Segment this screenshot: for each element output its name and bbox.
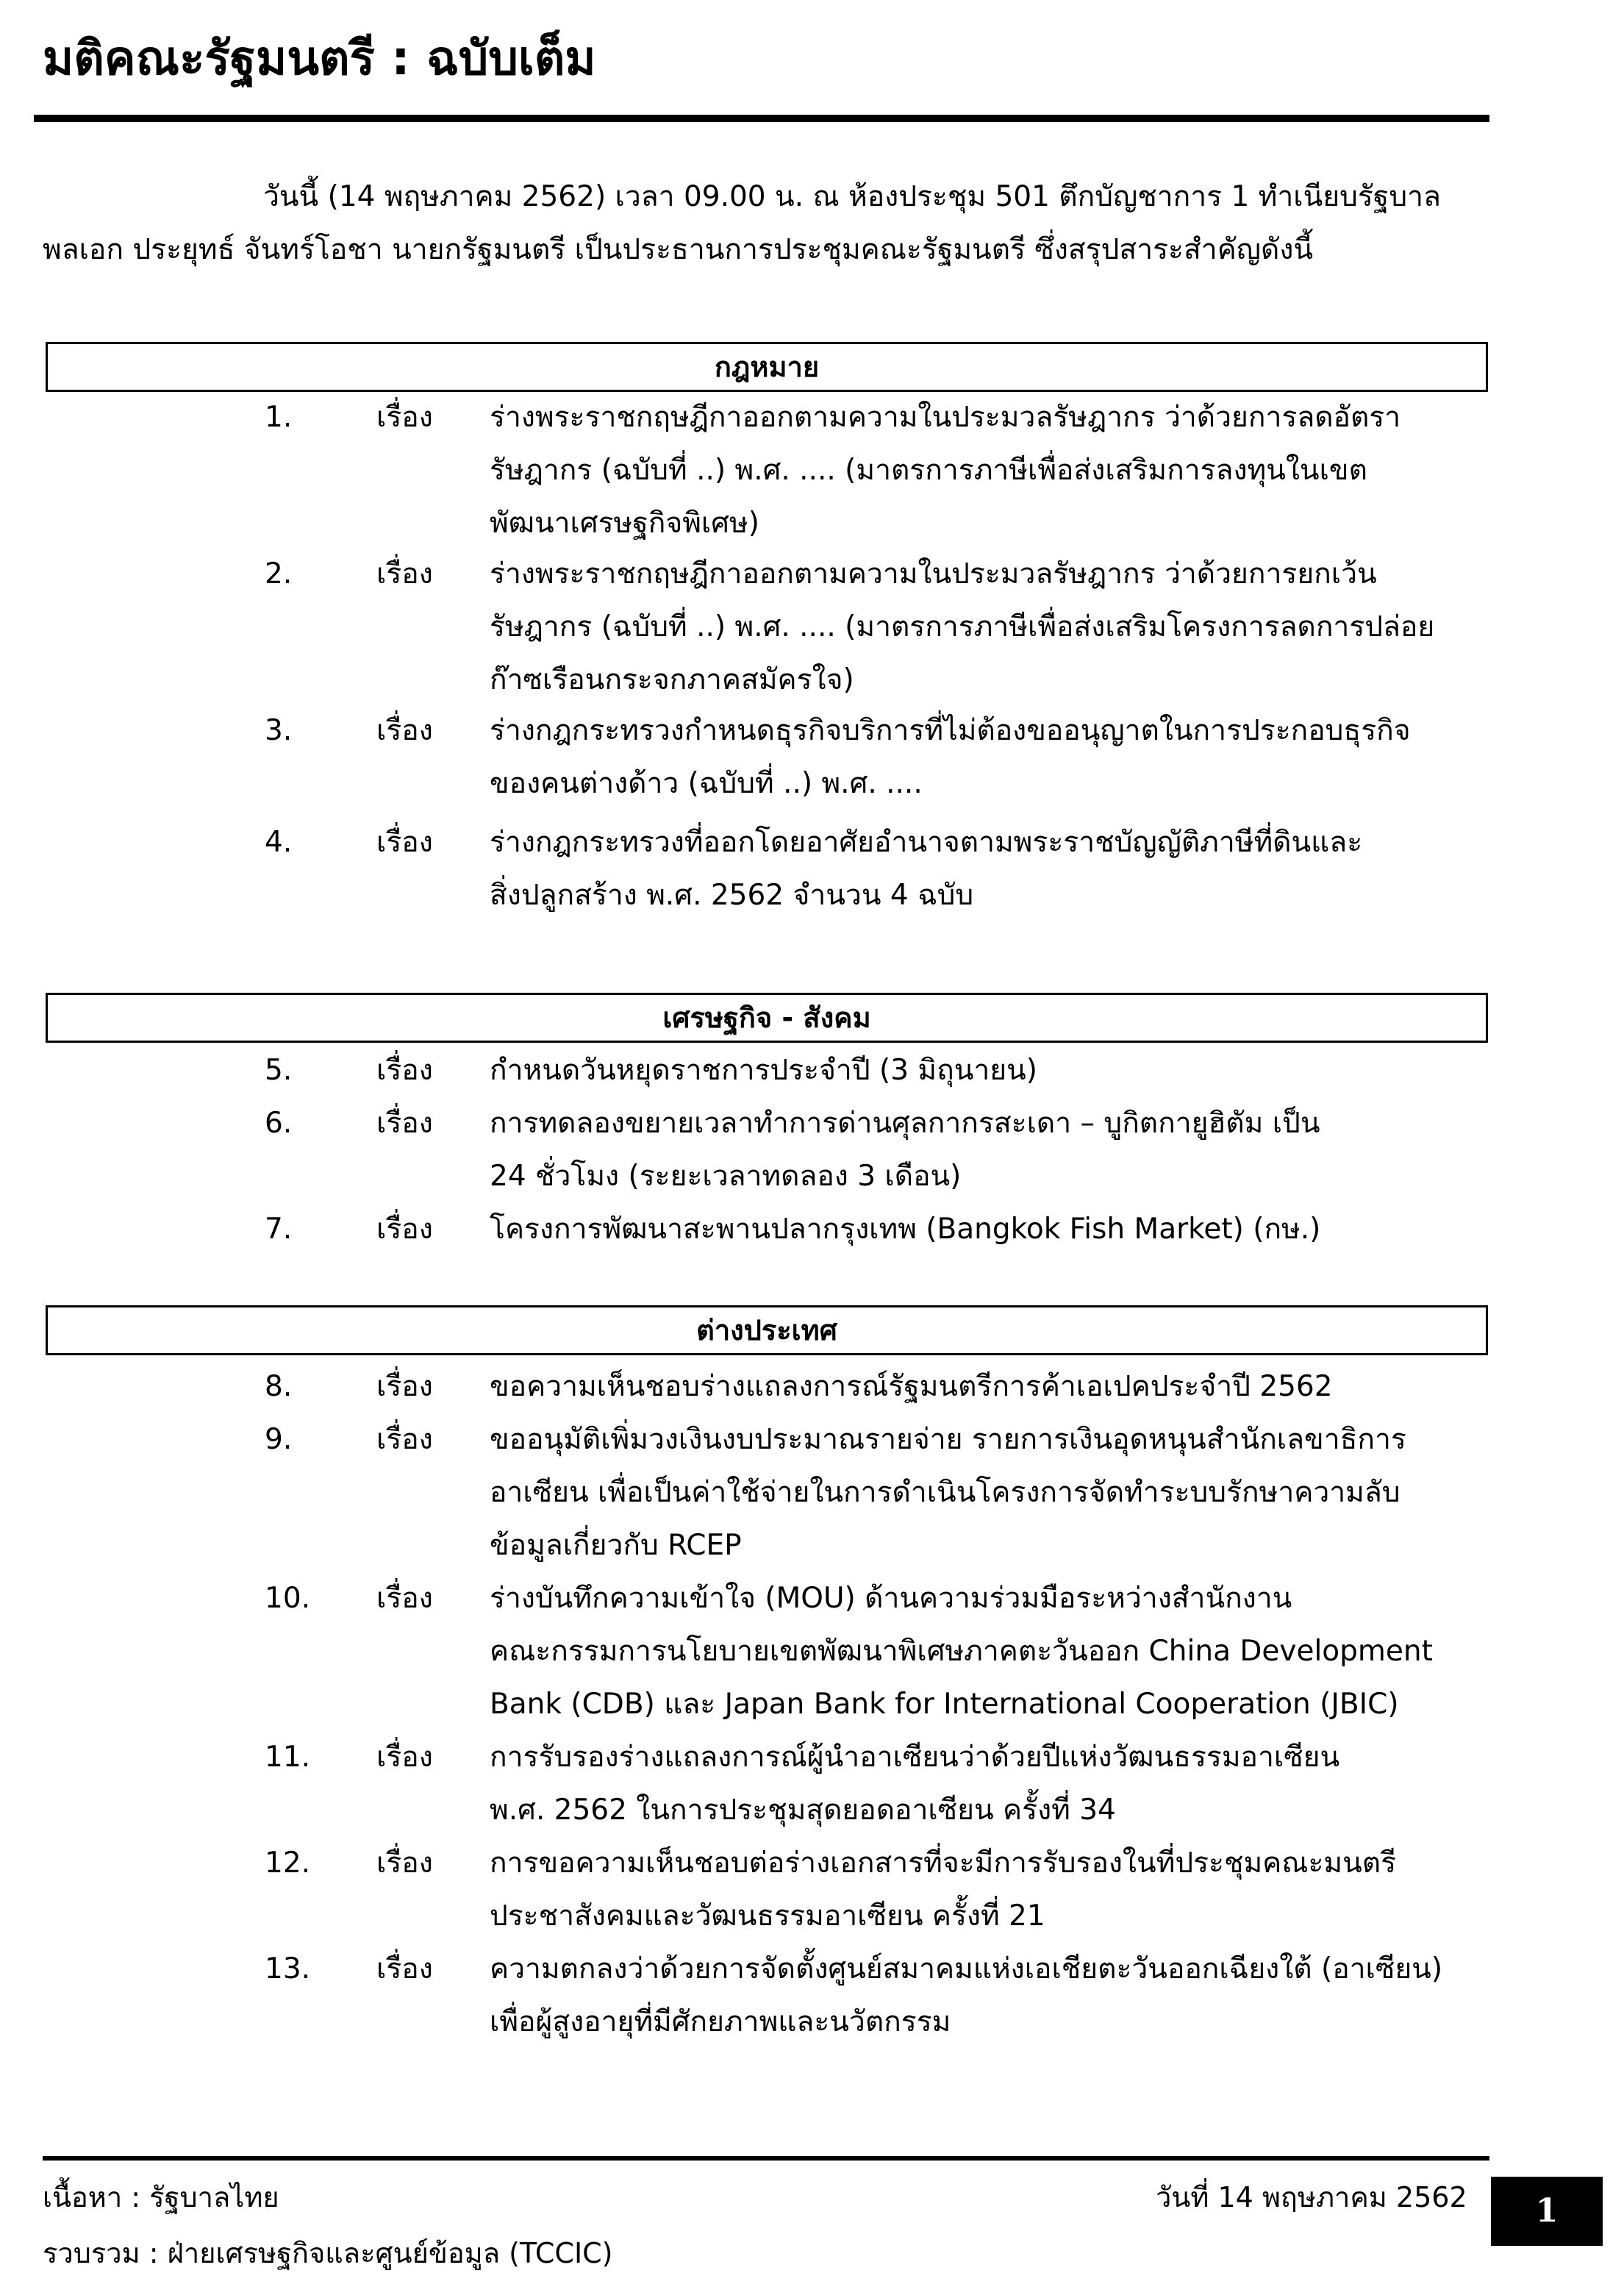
item-text-line: ของคนต่างด้าว (ฉบับที่ ..) พ.ศ. ....: [490, 767, 923, 800]
intro-line: พลเอก ประยุทธ์ จันทร์โอชา นายกรัฐมนตรี เป็นประธานการประชุมคณะรัฐมนตรี ซึ่งสรุปสาระสำคัญดังนี้: [43, 233, 1314, 266]
item-text-line: โครงการพัฒนาสะพานปลากรุงเทพ (Bangkok Fish Market) (กษ.): [490, 1213, 1321, 1246]
item-number: 12.: [265, 1847, 311, 1880]
item-text-line: ร่างกฎกระทรวงกำหนดธุรกิจบริการที่ไม่ต้องขออนุญาตในการประกอบธุรกิจ: [490, 714, 1411, 747]
item-number: 8.: [265, 1370, 293, 1403]
item-text-line: คณะกรรมการนโยบายเขตพัฒนาพิเศษภาคตะวันออก China Development: [490, 1635, 1433, 1668]
item-text-line: สิ่งปลูกสร้าง พ.ศ. 2562 จำนวน 4 ฉบับ: [490, 879, 974, 912]
item-text-line: ขอความเห็นชอบร่างแถลงการณ์รัฐมนตรีการค้าเอเปคประจำปี 2562: [490, 1370, 1333, 1403]
item-keyword: เรื่อง: [376, 1952, 433, 1985]
document-title: มติคณะรัฐมนตรี : ฉบับเต็ม: [43, 32, 596, 86]
item-number: 6.: [265, 1107, 293, 1140]
item-text-line: พัฒนาเศรษฐกิจพิเศษ): [490, 507, 759, 540]
item-text-line: ร่างบันทึกความเข้าใจ (MOU) ด้านความร่วมมือระหว่างสำนักงาน: [490, 1582, 1292, 1615]
item-text-line: 24 ชั่วโมง (ระยะเวลาทดลอง 3 เดือน): [490, 1160, 962, 1193]
intro-line: วันนี้ (14 พฤษภาคม 2562) เวลา 09.00 น. ณ ห้องประชุม 501 ตึกบัญชาการ 1 ทำเนียบรัฐบาล: [263, 180, 1441, 213]
item-number: 11.: [265, 1741, 311, 1774]
item-number: 9.: [265, 1423, 293, 1456]
item-text-line: ข้อมูลเกี่ยวกับ RCEP: [490, 1529, 742, 1562]
item-text-line: กำหนดวันหยุดราชการประจำปี (3 มิถุนายน): [490, 1054, 1038, 1087]
item-text: [490, 1572, 1491, 1731]
item-text-line: อาเซียน เพื่อเป็นค่าใช้จ่ายในการดำเนินโครงการจัดทำระบบรักษาความลับ: [490, 1476, 1401, 1509]
item-text-line: ร่างกฎกระทรวงที่ออกโดยอาศัยอำนาจตามพระราชบัญญัติภาษีที่ดินและ: [490, 826, 1363, 859]
item-keyword: เรื่อง: [376, 1107, 433, 1140]
item-text: [490, 1097, 1491, 1203]
section-heading: เศรษฐกิจ - สังคม: [46, 993, 1488, 1043]
item-text-line: ประชาสังคมและวัฒนธรรมอาเซียน ครั้งที่ 21: [490, 1899, 1045, 1933]
item-keyword: เรื่อง: [376, 1054, 433, 1087]
footer-compiler: รวบรวม : ฝ่ายเศรษฐกิจและศูนย์ข้อมูล (TCCIC): [43, 2237, 613, 2269]
item-text: [490, 816, 1491, 922]
item-text-line: รัษฎากร (ฉบับที่ ..) พ.ศ. .... (มาตรการภาษีเพื่อส่งเสริมการลงทุนในเขต: [490, 454, 1367, 487]
item-number: 13.: [265, 1952, 311, 1985]
item-text: [490, 1413, 1491, 1572]
title-divider: [34, 115, 1489, 122]
item-number: 2.: [265, 557, 293, 591]
item-text-line: รัษฎากร (ฉบับที่ ..) พ.ศ. .... (มาตรการภาษีเพื่อส่งเสริมโครงการลดการปล่อย: [490, 610, 1435, 643]
item-text-line: Bank (CDB) และ Japan Bank for International Cooperation (JBIC): [490, 1688, 1399, 1721]
item-keyword: เรื่อง: [376, 1741, 433, 1774]
item-number: 1.: [265, 401, 293, 434]
item-keyword: เรื่อง: [376, 401, 433, 434]
item-text: [490, 1837, 1491, 1943]
section-heading: ต่างประเทศ: [46, 1305, 1488, 1355]
intro-paragraph: [43, 171, 1506, 276]
footer-source: เนื้อหา : รัฐบาลไทย: [43, 2181, 279, 2213]
item-number: 10.: [265, 1582, 311, 1615]
item-keyword: เรื่อง: [376, 714, 433, 747]
item-text: [490, 1731, 1491, 1837]
item-text-line: พ.ศ. 2562 ในการประชุมสุดยอดอาเซียน ครั้งที่ 34: [490, 1794, 1116, 1827]
item-text-line: การขอความเห็นชอบต่อร่างเอกสารที่จะมีการรับรองในที่ประชุมคณะมนตรี: [490, 1847, 1397, 1880]
section-heading: กฎหมาย: [46, 342, 1488, 392]
item-text-line: ร่างพระราชกฤษฎีกาออกตามความในประมวลรัษฎากร ว่าด้วยการยกเว้น: [490, 557, 1377, 591]
item-text: [490, 704, 1491, 810]
item-number: 3.: [265, 714, 293, 747]
item-text-line: การรับรองร่างแถลงการณ์ผู้นำอาเซียนว่าด้วยปีแห่งวัฒนธรรมอาเซียน: [490, 1741, 1340, 1774]
item-keyword: เรื่อง: [376, 1423, 433, 1456]
item-number: 7.: [265, 1213, 293, 1246]
item-text-line: เพื่อผู้สูงอายุที่มีศักยภาพและนวัตกรรม: [490, 2005, 951, 2038]
item-text: [490, 548, 1491, 707]
item-number: 4.: [265, 826, 293, 859]
item-text-line: ความตกลงว่าด้วยการจัดตั้งศูนย์สมาคมแห่งเอเชียตะวันออกเฉียงใต้ (อาเซียน): [490, 1952, 1443, 1985]
item-text-line: ขออนุมัติเพิ่มวงเงินงบประมาณรายจ่าย รายการเงินอุดหนุนสำนักเลขาธิการ: [490, 1423, 1406, 1456]
item-keyword: เรื่อง: [376, 1582, 433, 1615]
item-keyword: เรื่อง: [376, 1213, 433, 1246]
item-keyword: เรื่อง: [376, 1370, 433, 1403]
item-number: 5.: [265, 1054, 293, 1087]
item-text: [490, 391, 1491, 550]
page-number: 1: [1491, 2177, 1603, 2246]
item-text: [490, 1943, 1491, 2049]
item-text-line: ก๊าซเรือนกระจกภาคสมัครใจ): [490, 663, 854, 696]
item-text: [490, 1360, 1491, 1413]
item-keyword: เรื่อง: [376, 557, 433, 591]
item-keyword: เรื่อง: [376, 826, 433, 859]
item-keyword: เรื่อง: [376, 1847, 433, 1880]
item-text-line: ร่างพระราชกฤษฎีกาออกตามความในประมวลรัษฎากร ว่าด้วยการลดอัตรา: [490, 401, 1401, 434]
item-text: [490, 1044, 1491, 1097]
item-text: [490, 1203, 1491, 1256]
footer-divider: [43, 2156, 1489, 2161]
footer-date: วันที่ 14 พฤษภาคม 2562: [1156, 2181, 1467, 2213]
item-text-line: การทดลองขยายเวลาทำการด่านศุลกากรสะเดา – บูกิตกายูฮิตัม เป็น: [490, 1107, 1320, 1140]
